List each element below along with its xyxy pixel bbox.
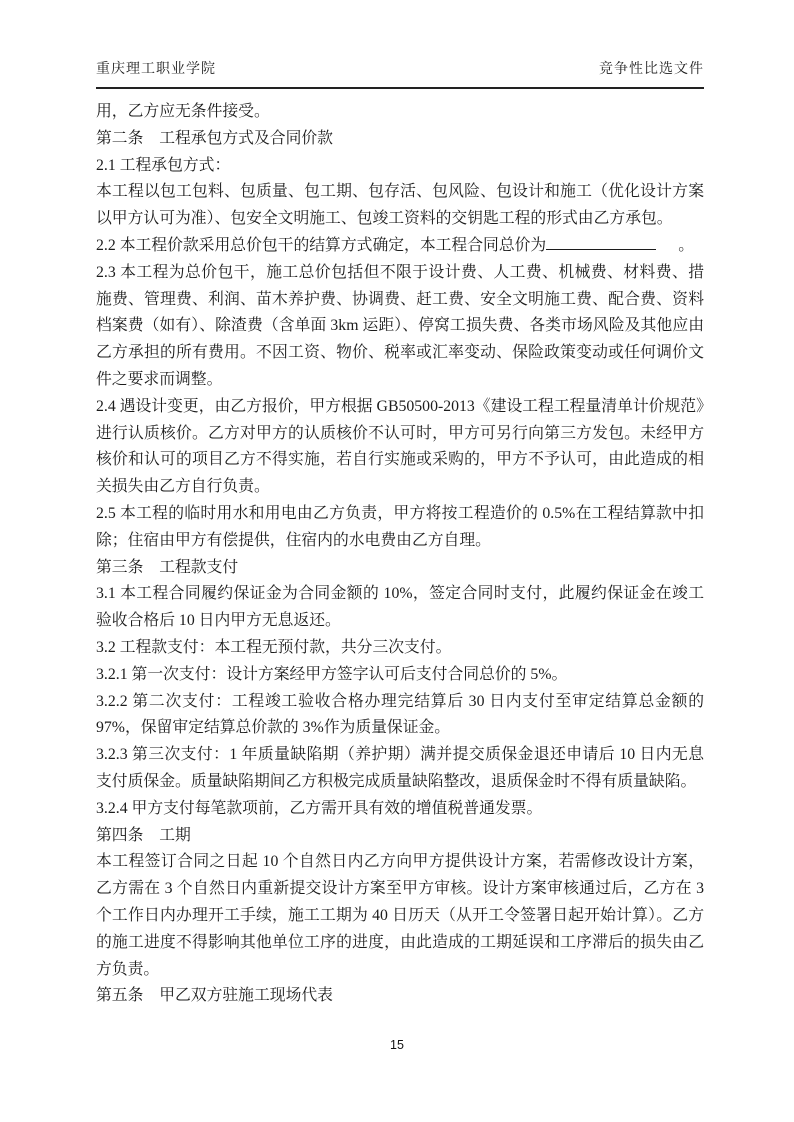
paragraph: 3.2 工程款支付：本工程无预付款，共分三次支付。 [96,638,452,656]
paragraph: 3.1 本工程合同履约保证金为合同金额的 10%，签定合同时支付，此履约保证金在竣工验收合格后 10 日内甲方无息返还。 [96,585,704,630]
paragraph: 2.3 本工程为总价包干，施工总价包括但不限于设计费、人工费、机械费、材料费、措施费、管理费、利润、苗木养护费、协调费、赶工费、安全文明施工费、配合费、资料档案费（如有）、除渣费（含单面 3km 运距）、停窝工损失费、各类市场风险及其他应由乙方承担的所有费用。不因工资、物价、税率或汇率变动、保险政策变动或任何调价文件之要求而调整。 [96,263,704,388]
header-org-name: 重庆理工职业学院 [96,62,216,77]
paragraph: 2.1 工程承包方式： [96,156,231,174]
paragraph: 用，乙方应无条件接受。 [96,103,270,120]
page-number: 15 [390,1038,404,1052]
paragraph: 本工程以包工包料、包质量、包工期、包存活、包风险、包设计和施工（优化设计方案以甲方认可为准）、包安全文明施工、包竣工资料的交钥匙工程的形式由乙方承包。 [96,183,704,228]
document-body [96,99,704,1010]
paragraph: 2.4 遇设计变更，由乙方报价，甲方根据 GB50500-2013《建设工程工程量清单计价规范》进行认质核价。乙方对甲方的认质核价不认可时，甲方可另行向第三方发包。未经甲方核价和认可的项目乙方不得实施，若自行实施或采购的，甲方不予认可，由此造成的相关损失由乙方自行负责。 [96,397,704,496]
paragraph: 3.2.1 第一次支付：设计方案经甲方签字认可后支付合同总价的 5%。 [96,665,568,683]
section-heading: 第五条 甲乙双方驻施工现场代表 [96,987,333,1005]
paragraph: 本工程签订合同之日起 10 个自然日内乙方向甲方提供设计方案，若需修改设计方案，乙方需在 3 个自然日内重新提交设计方案至甲方审核。设计方案审核通过后，乙方在 3 个工作日内办理开工手续，施工工期为 40 日历天（从开工令签署日起开始计算）。乙方的施工进度不得影响其他单位工序的进度，由此造成的工期延误和工序滞后的损失由乙方负责。 [96,853,704,978]
paragraph-text: 2.2 本工程价款采用总价包干的结算方式确定，本工程合同总价为 [96,236,547,254]
section-heading: 第二条 工程承包方式及合同价款 [96,129,333,147]
paragraph: 3.2.4 甲方支付每笔款项前，乙方需开具有效的增值税普通发票。 [96,799,543,817]
paragraph: 2.5 本工程的临时用水和用电由乙方负责，甲方将按工程造价的 0.5%在工程结算款中扣除；住宿由甲方有偿提供，住宿内的水电费由乙方自理。 [96,504,704,549]
section-heading: 第三条 工程款支付 [96,558,239,576]
paragraph-text: 。 [678,236,695,254]
paragraph: 3.2.2 第二次支付：工程竣工验收合格办理完结算后 30 日内支付至审定结算总金额的 97%，保留审定结算总价款的 3%作为质量保证金。 [96,692,704,737]
paragraph: 3.2.3 第三次支付：1 年质量缺陷期（养护期）满并提交质保金退还申请后 10 日内无息支付质保金。质量缺陷期间乙方积极完成质量缺陷整改，退质保金时不得有质量缺陷。 [96,746,704,790]
paragraph-with-blank [96,233,704,260]
blank-underline-field [546,236,656,250]
page-footer [0,1038,794,1052]
header-doc-type: 竞争性比选文件 [599,62,704,77]
section-heading: 第四条 工期 [96,826,191,844]
page-header [96,58,704,89]
